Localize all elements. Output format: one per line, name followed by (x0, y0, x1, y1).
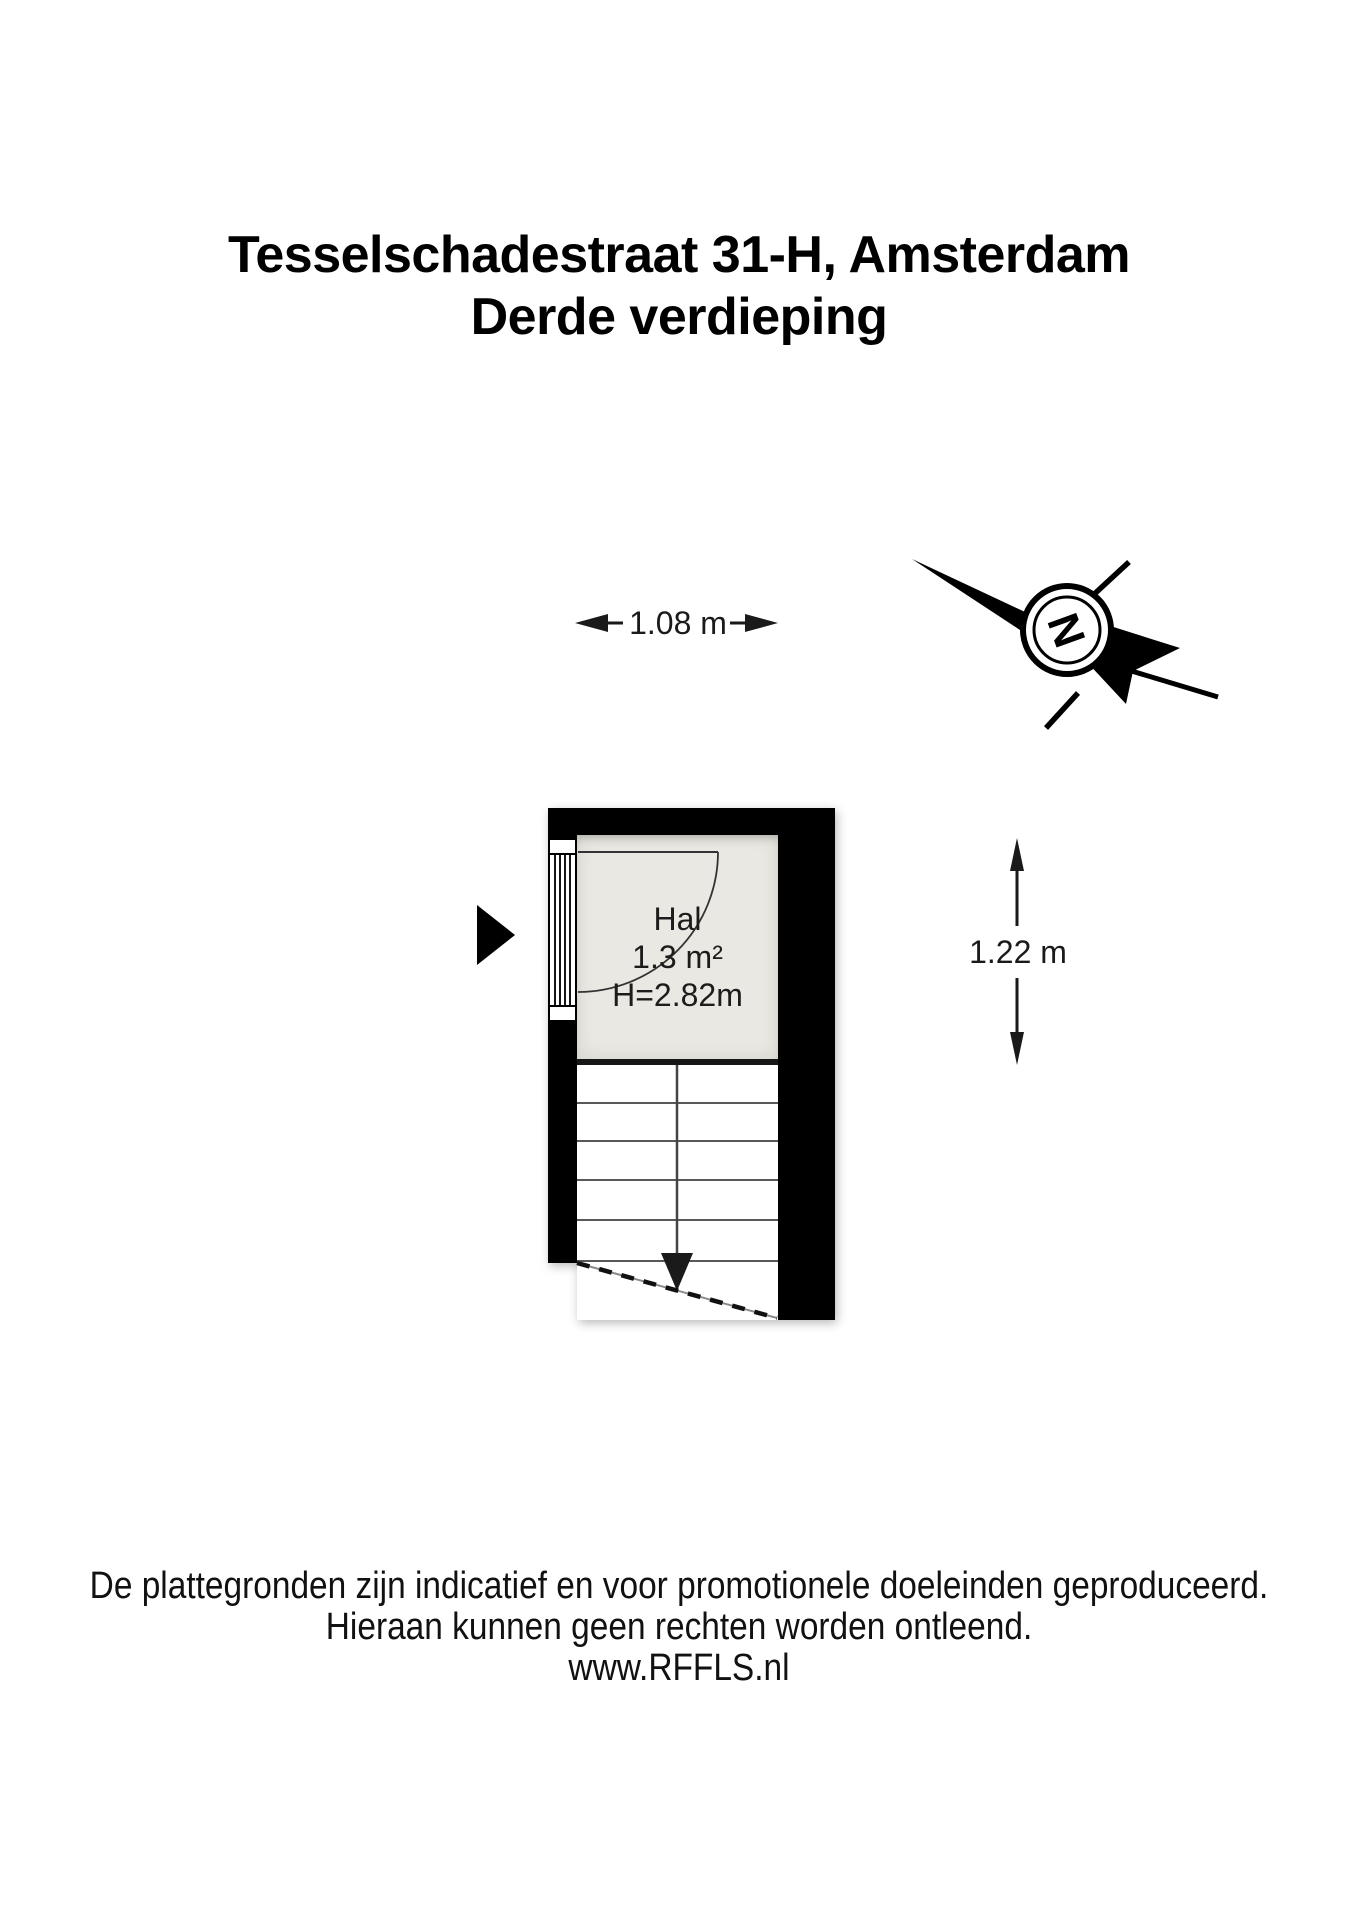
page-title (0, 224, 1358, 348)
footer-line-1: De plattegronden zijn indicatief en voor promotionele doeleinden geproduceerd. (89, 1565, 1269, 1607)
arrow-up-icon (1010, 838, 1024, 871)
room-area: 1.3 m² (632, 939, 723, 975)
stair-direction-arrow-icon (661, 1253, 693, 1291)
compass-north-letter: N (1037, 607, 1095, 654)
room-ceiling-height: H=2.82m (612, 977, 743, 1013)
footer-disclaimer (81, 1566, 1276, 1689)
arrow-down-icon (1010, 1032, 1024, 1065)
page-title-floor: Derde verdieping (470, 288, 888, 346)
room-name: Hal (653, 901, 702, 937)
height-dimension-label: 1.22 m (969, 934, 1067, 970)
width-dimension-label: 1.08 m (629, 605, 727, 641)
room-label (577, 900, 778, 1014)
plan-linework (548, 808, 835, 1320)
floorplan (548, 808, 835, 1320)
page-title-address: Tesselschadestraat 31-H, Amsterdam (227, 226, 1131, 284)
footer-website: www.RFFLS.nl (568, 1647, 790, 1689)
footer-line-2: Hieraan kunnen geen rechten worden ontleend. (325, 1606, 1033, 1648)
entrance-arrow-icon (477, 905, 515, 965)
north-compass-icon (890, 545, 1230, 740)
